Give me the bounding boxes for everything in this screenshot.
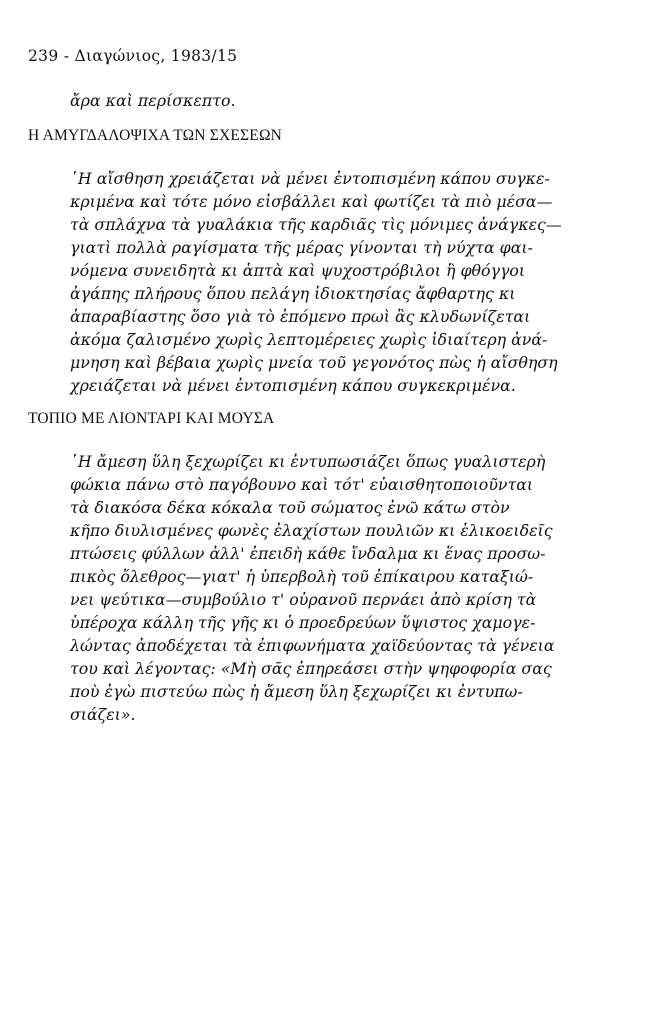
text-line: ὑπέροχα κάλλη τῆς γῆς κι ὁ προεδρεύων ὕψιστος χαμογε-	[70, 613, 536, 632]
text-line: μνηση καὶ βέβαια χωρὶς μνεία τοῦ γεγονότος πὼς ἡ αἴσθηση	[70, 353, 558, 372]
text-line: λώντας ἀποδέχεται τὰ ἐπιφωνήματα χαϊδεύοντας τὰ γένεια	[70, 636, 555, 655]
section-title-2: ΤΟΠΙΟ ΜΕ ΛΙΟΝΤΑΡΙ ΚΑΙ ΜΟΥΣΑ	[28, 410, 275, 427]
text-line: φώκια πάνω στὸ παγόβουνο καὶ τότ' εὐαισθητοποιοῦνται	[70, 475, 534, 494]
text-line: του καὶ λέγοντας: «Μὴ σᾶς ἐπηρεάσει στὴν ψηφοφορία σας	[70, 659, 552, 678]
section-title-1: Η ΑΜΥΓΔΑΛΟΨΙΧΑ ΤΩΝ ΣΧΕΣΕΩΝ	[28, 127, 283, 144]
text-line: πτώσεις φύλλων ἀλλ' ἐπειδὴ κάθε ἴνδαλμα κι ἕνας προσω-	[70, 544, 546, 563]
text-line: ῾Η αἴσθηση χρειάζεται νὰ μένει ἐντοπισμένη κάπου συγκε-	[70, 169, 550, 188]
text-line: ῾Η ἄμεση ὕλη ξεχωρίζει κι ἐντυπωσιάζει ὅπως γυαλιστερὴ	[70, 452, 546, 471]
continuation-line: ἄρα καὶ περίσκεπτο.	[70, 91, 236, 110]
text-line: κῆπο διυλισμένες φωνὲς ἐλαχίστων πουλιῶν κι ἑλικοειδεῖς	[70, 521, 553, 540]
text-line: ἀκόμα ζαλισμένο χωρὶς λεπτομέρειες χωρὶς ἰδιαίτερη ἀνά-	[70, 330, 548, 349]
text-line: ἀπαραβίαστης ὅσο γιὰ τὸ ἑπόμενο πρωὶ ἂς κλυδωνίζεται	[70, 307, 531, 326]
text-line: ποὺ ἐγὼ πιστεύω πὼς ἡ ἄμεση ὕλη ξεχωρίζει κι ἐντυπω-	[70, 682, 523, 701]
text-line: χρειάζεται νὰ μένει ἐντοπισμένη κάπου συγκεκριμένα.	[70, 376, 516, 395]
text-line: νόμενα συνειδητὰ κι ἁπτὰ καὶ ψυχοστρόβιλοι ἢ φθόγγοι	[70, 261, 526, 280]
text-line: κριμένα καὶ τότε μόνο εἰσβάλλει καὶ φωτίζει τὰ πιὸ μέσα—	[70, 192, 553, 211]
text-line: σιάζει».	[70, 705, 136, 724]
text-line: πικὸς ὄλεθρος—γιατ' ἡ ὑπερβολὴ τοῦ ἐπίκαιρου καταξιώ-	[70, 567, 534, 586]
page-header: 239 - Διαγώνιος, 1983/15	[28, 47, 238, 65]
text-line: ἀγάπης πλήρους ὅπου πελάγη ἰδιοκτησίας ἄφθαρτης κι	[70, 284, 516, 303]
text-line: τὰ διακόσα δέκα κόκαλα τοῦ σώματος ἐνῶ κάτω στὸν	[70, 498, 510, 517]
text-line: νει ψεύτικα—συμβούλιο τ' οὐρανοῦ περνάει ἀπὸ κρίση τὰ	[70, 590, 537, 609]
text-line: τὰ σπλάχνα τὰ γυαλάκια τῆς καρδιᾶς τὶς μόνιμες ἀνάγκες—	[70, 215, 562, 234]
text-line: γιατὶ πολλὰ ραγίσματα τῆς μέρας γίνονται τὴ νύχτα φαι-	[70, 238, 533, 257]
